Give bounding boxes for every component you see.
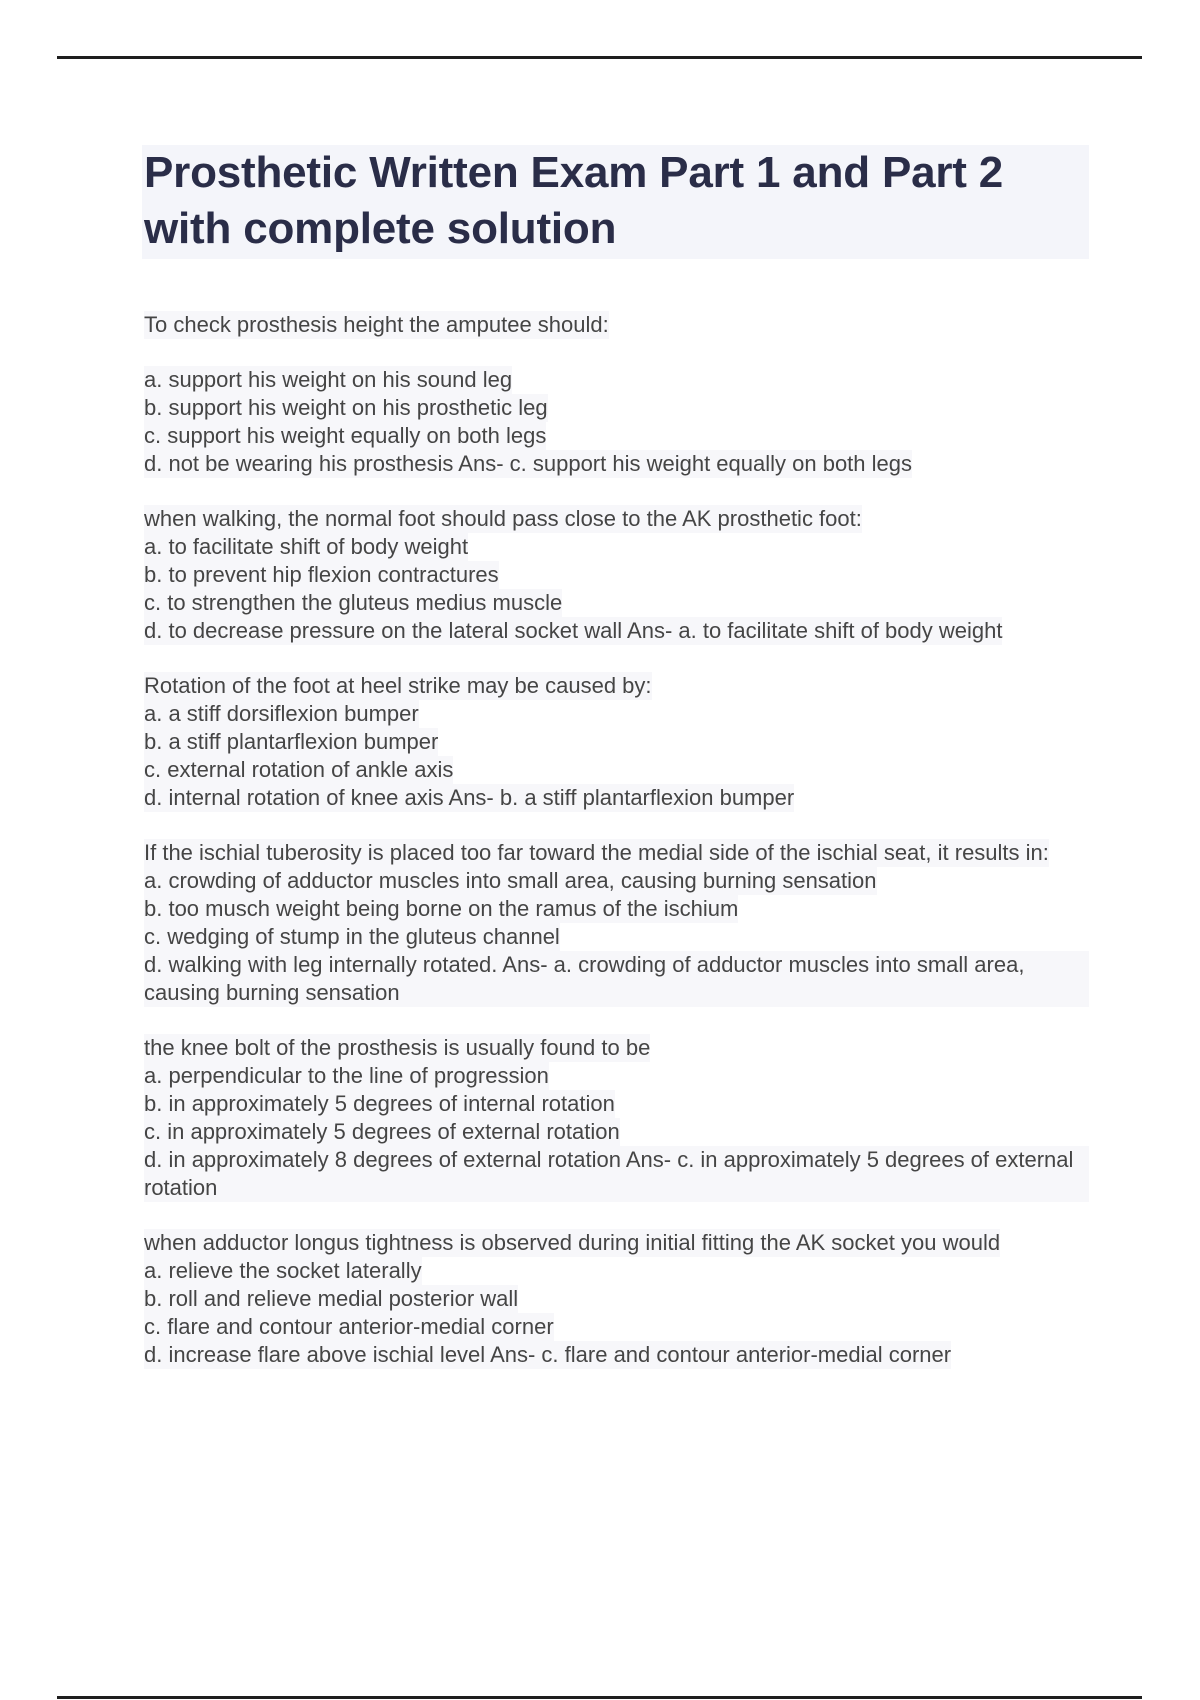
document-title: Prosthetic Written Exam Part 1 and Part 2 with complete solution — [144, 148, 1004, 253]
top-divider — [57, 56, 1142, 59]
option-c: c. flare and contour anterior-medial corner — [144, 1314, 554, 1339]
title-block — [142, 145, 1089, 259]
option-b: b. support his weight on his prosthetic leg — [144, 395, 548, 420]
question-5 — [144, 1034, 1089, 1202]
question-stem: To check prosthesis height the amputee should: — [144, 312, 609, 337]
option-a: a. support his weight on his sound leg — [144, 367, 513, 392]
option-d-with-answer: d. not be wearing his prosthesis Ans- c. support his weight equally on both legs — [144, 451, 913, 476]
option-c: c. in approximately 5 degrees of external rotation — [144, 1119, 620, 1144]
question-3 — [144, 672, 1089, 812]
question-6 — [144, 1229, 1089, 1369]
question-stem: when adductor longus tightness is observed during initial fitting the AK socket you would — [144, 1230, 1001, 1255]
option-d-with-answer: d. to decrease pressure on the lateral socket wall Ans- a. to facilitate shift of body weight — [144, 618, 1003, 643]
question-list — [144, 311, 1089, 1369]
option-a: a. a stiff dorsiflexion bumper — [144, 701, 419, 726]
question-1 — [144, 311, 1089, 478]
option-a: a. perpendicular to the line of progression — [144, 1063, 549, 1088]
question-4 — [144, 839, 1089, 1007]
option-a: a. to facilitate shift of body weight — [144, 534, 469, 559]
option-c: c. support his weight equally on both legs — [144, 423, 547, 448]
question-stem: Rotation of the foot at heel strike may be caused by: — [144, 673, 652, 698]
option-a: a. relieve the socket laterally — [144, 1258, 422, 1283]
option-b: b. too musch weight being borne on the ramus of the ischium — [144, 896, 739, 921]
option-c: c. external rotation of ankle axis — [144, 757, 454, 782]
option-a: a. crowding of adductor muscles into small area, causing burning sensation — [144, 868, 877, 893]
option-b: b. a stiff plantarflexion bumper — [144, 729, 439, 754]
option-c: c. to strengthen the gluteus medius muscle — [144, 590, 563, 615]
option-d-with-answer: d. in approximately 8 degrees of external rotation Ans- c. in approximately 5 degrees of external rotation — [144, 1146, 1089, 1202]
spacer — [144, 339, 1089, 366]
option-d-with-answer: d. increase flare above ischial level Ans- c. flare and contour anterior-medial corner — [144, 1342, 952, 1367]
question-2 — [144, 505, 1089, 645]
question-stem: the knee bolt of the prosthesis is usually found to be — [144, 1035, 651, 1060]
document-body — [144, 145, 1089, 1396]
option-b: b. roll and relieve medial posterior wall — [144, 1286, 519, 1311]
question-stem: when walking, the normal foot should pass close to the AK prosthetic foot: — [144, 506, 862, 531]
option-d-with-answer: d. walking with leg internally rotated. Ans- a. crowding of adductor muscles into small area, causing burning sensation — [144, 951, 1089, 1007]
option-d-with-answer: d. internal rotation of knee axis Ans- b. a stiff plantarflexion bumper — [144, 785, 795, 810]
bottom-divider — [57, 1696, 1142, 1699]
question-stem: If the ischial tuberosity is placed too far toward the medial side of the ischial seat, it results in: — [144, 840, 1049, 865]
option-b: b. to prevent hip flexion contractures — [144, 562, 499, 587]
option-b: b. in approximately 5 degrees of internal rotation — [144, 1091, 615, 1116]
option-c: c. wedging of stump in the gluteus channel — [144, 924, 560, 949]
